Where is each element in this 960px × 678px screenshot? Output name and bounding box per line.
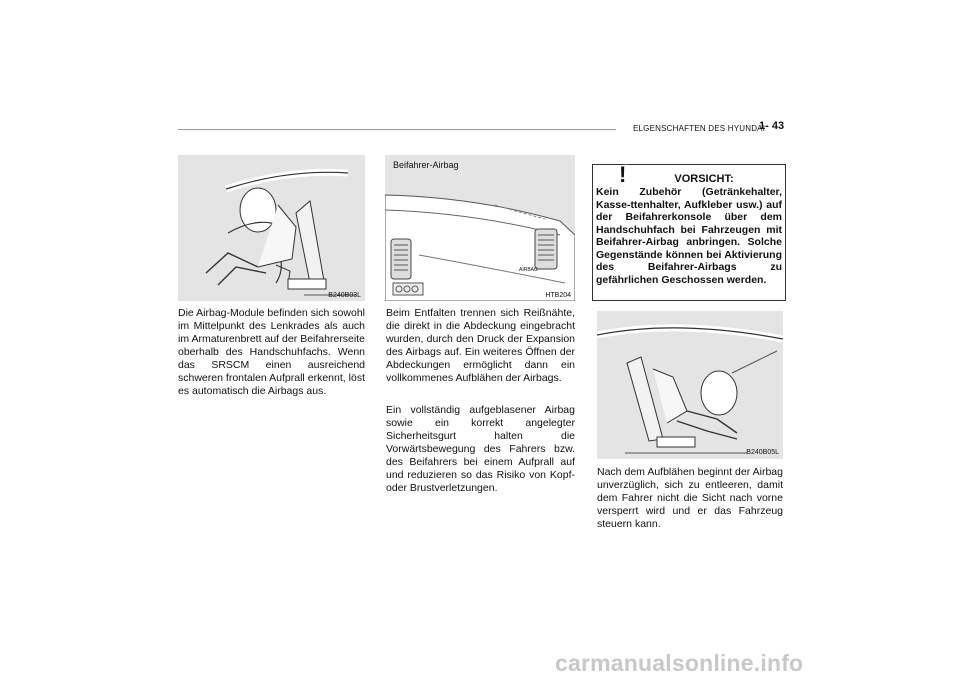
warning-text: Kein Zubehör (Getränkehalter, Kasse-ttenhalter, Aufkleber usw.) auf der Beifahrerkonsole über dem Handschuhfach bei Fahrzeugen mit Beifahrer-Airbag anbringen. Solche Gegenstände können bei Aktivierung des Beifahrer-Airbags zu gefährlichen Geschossen werden. xyxy=(596,186,782,286)
col1-paragraph: Die Airbag-Module befinden sich sowohl im Mittelpunkt des Lenkrades als auch im Armaturenbrett auf der Beifahrerseite oberhalb des Handschuhfachs. Wenn das SRSCM einen ausreichend schweren frontalen Aufprall erkennt, löst es automatisch die Airbags aus. xyxy=(178,307,365,397)
header-section-title: ELGENSCHAFTEN DES HYUNDAI xyxy=(633,124,766,133)
driver-airbag-illustration xyxy=(178,155,365,301)
page-number: 1- 43 xyxy=(759,120,785,132)
col2-paragraph-1: Beim Entfalten trennen sich Reißnähte, die direkt in die Abdeckung eingebracht wurden, durch den Druck der Expansion des Airbags auf. Ein weiteres Öffnen der Abdeckungen ermöglicht dann ein vollkommenes Aufblähen der Airbags. xyxy=(386,307,575,384)
airbag-label: AIRBAG xyxy=(519,267,538,273)
header-rule xyxy=(178,129,616,130)
warning-symbol: ! xyxy=(619,162,627,187)
col3-paragraph: Nach dem Aufblähen beginnt der Airbag unverzüglich, sich zu entleeren, damit dem Fahrer nicht die Sicht nach vorne versperrt wird und er das Fahrzeug steuern kann. xyxy=(597,466,783,530)
watermark: carmanualsonline.info xyxy=(555,650,804,676)
dashboard-illustration xyxy=(385,155,575,301)
figure-code: B240B03L xyxy=(328,292,361,299)
figure-passenger-airbag xyxy=(385,155,575,301)
warning-title: VORSICHT: xyxy=(674,173,734,185)
figure-code: B240B05L xyxy=(746,449,779,456)
col2-paragraph-2: Ein vollständig aufgeblasener Airbag sowie ein korrekt angelegter Sicherheitsgurt halten die Vorwärtsbewegung des Fahrers bzw. des Beifahrers bei einem Aufprall auf und reduzieren so das Risiko von Kopf- oder Brustverletzungen. xyxy=(386,404,575,494)
warning-box xyxy=(592,164,786,301)
figure-airbag-deflating xyxy=(597,311,783,459)
deflating-airbag-illustration xyxy=(597,311,783,459)
figure-code: HTB204 xyxy=(545,292,571,299)
figure-driver-airbag xyxy=(178,155,365,301)
figure-caption: Beifahrer-Airbag xyxy=(393,160,459,170)
